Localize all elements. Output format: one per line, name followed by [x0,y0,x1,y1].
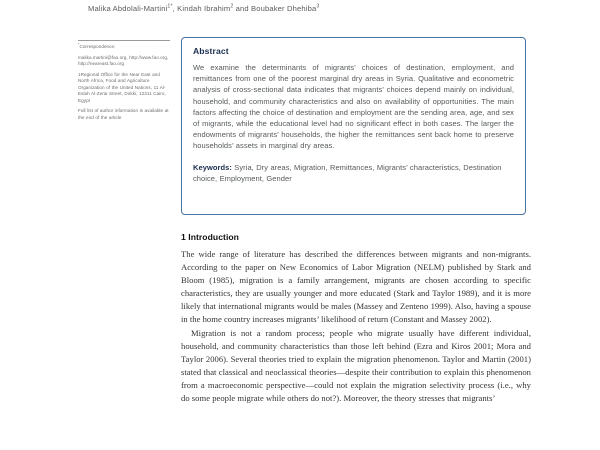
author-one: Malika Abdolali-Martini [88,4,168,13]
introduction-paragraph-2: Migration is not a random process; people who migrate usually have different individual, household, and community characteristics than those left behind (Ezra and Kiros 2001; Mora and Taylor 2006). Several theories tried to explain the migration phenomenon. Taylor and Martin (2001) stated that classical and neoclassical theories—despite their contribution to explain this phenomenon from a macroeconomic perspective—could not explain the migration selectivity process (i.e., why do some people migrate while others do not?). Moreover, the theory stresses that migrants’ [181,327,531,404]
correspondence-text [78,44,170,121]
correspondence-label-block [78,44,170,51]
author-separator-one: , Kindah Ibrahim [172,4,231,13]
correspondence-marker: * [78,42,80,47]
author-two-affiliation-marker: 2 [230,3,234,10]
author-one-affiliation-marker: 1* [167,3,173,10]
author-three-affiliation-marker: 3 [316,3,320,10]
correspondence-email[interactable]: malika.martini@fao.org, http://www.fao.org, http://neareast.fao.org [78,54,169,66]
keywords-label: Keywords: [193,162,232,172]
introduction-paragraph-1: The wide range of literature has described the differences between migrants and non-migrants. According to the paper on New Economics of Labor Migration (NELM) published by Stark and Bloom (1985), migration is a family arrangement, migrants are chosen according to specific characteristics, they are usually younger and more educated (Stark and Taylor 1989), and it is more likely that international migrants would be males (Massey and Zenteno 1999). Also, having a spouse in the home country increases migrants’ likelihood of return (Constant and Massey 2002). [181,249,531,325]
keywords-line [193,162,514,184]
correspondence-label: Correspondence: [79,44,116,49]
keywords-values: Syria, Dry areas, Migration, Remittances, Migrants’ characteristics, Destination choice, Employment, Gender [193,162,502,183]
author-list [88,3,548,14]
correspondence-divider [78,40,170,41]
correspondence-affiliation: 1Regional Office for the Near East and North Africa, Food and Agriculture Organization of the United Nations, 11 Al-Eslah Al-Zerai Street, Dokki, 12311 Cairo, Egypt [78,71,166,103]
correspondence-column [78,40,170,121]
abstract-box [181,37,526,215]
introduction-heading: 1 Introduction [181,232,239,242]
introduction-section [181,232,531,405]
author-separator-two: and Boubaker Dhehiba [233,4,317,13]
correspondence-note: Full list of author information is available at the end of the article [78,108,169,120]
abstract-body: We examine the determinants of migrants’ choices of destination, employment, and remittances from one of the poorest marginal dry areas in Syria. Qualitative and econometric analysis of cross-sectional data indicates that migrants’ choices depend mainly on individual, household, and community characteristics and also on availability of opportunities. The main factors affecting the choice of destination and employment are the sending area, age, and sex of migrants, while the educational level had no significant effect in both cases. The larger the endowments of migrants’ households, the higher the remittances sent back home to preserve households’ assets in marginal dry areas. [193,63,514,151]
abstract-heading: Abstract [193,46,229,56]
